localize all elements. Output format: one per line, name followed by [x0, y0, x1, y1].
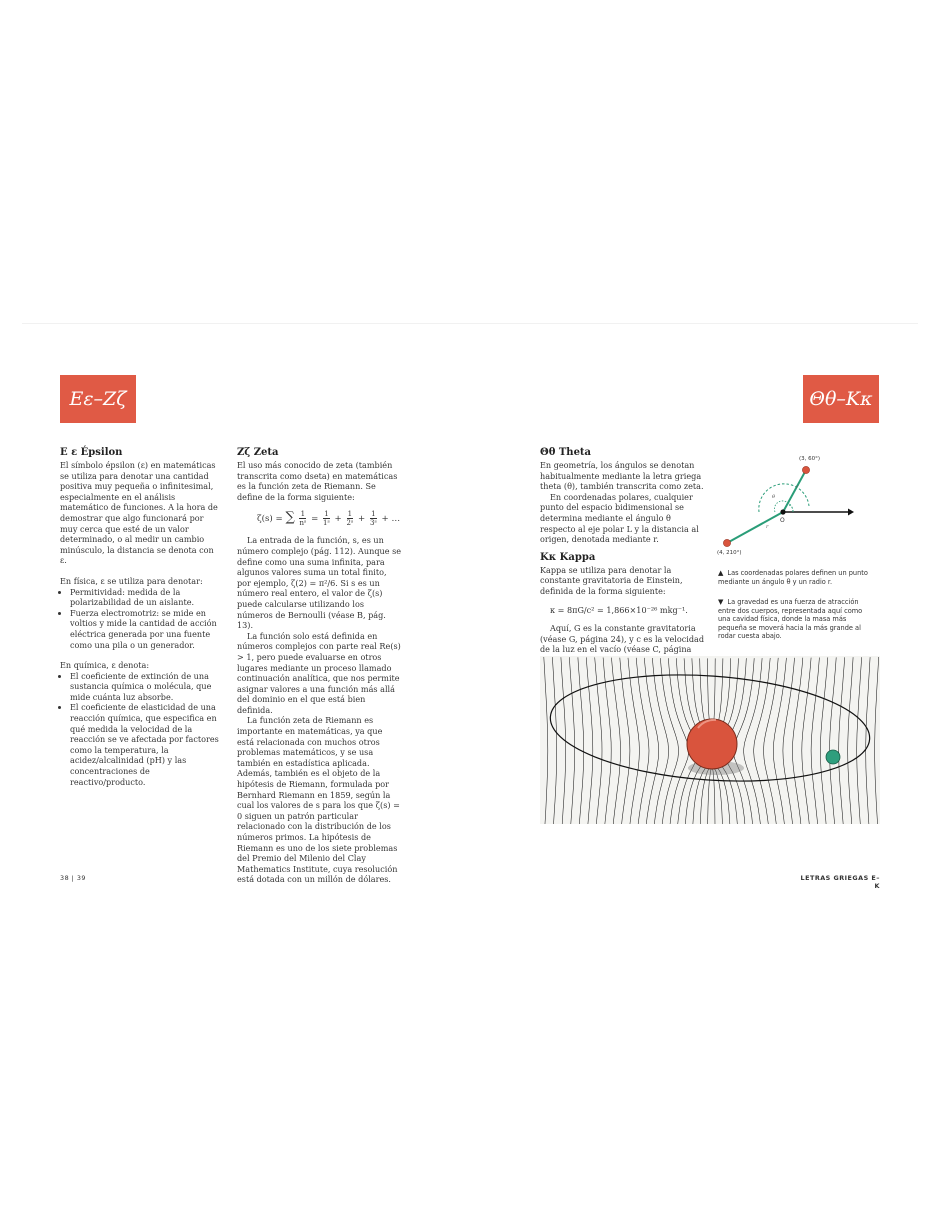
arrowhead-icon — [848, 509, 854, 516]
gravity-caption: ▼ La gravedad es una fuerza de atracción entre dos cuerpos, representada aquí como una cavidad física, donde la masa más pequeña se moverá hacia la más grande al rodar cuesta abajo. — [718, 598, 863, 641]
gravity-well-illustration — [540, 656, 880, 824]
origin-point — [780, 509, 785, 514]
section-tab-right: Θθ–Κκ — [803, 375, 879, 423]
section-tab-left: Εε–Ζζ — [60, 375, 136, 423]
point-1 — [802, 466, 809, 473]
theta-heading: Θθ Theta — [540, 447, 592, 458]
radius-line-2 — [727, 512, 783, 543]
origin-label: O — [780, 517, 785, 524]
theta-kappa-column — [540, 446, 706, 666]
triangle-up-icon: ▲ — [718, 569, 724, 577]
list-item: • Permitividad: medida de la polarizabilidad de un aislante. — [70, 587, 220, 608]
angle-arc-dashed — [759, 484, 809, 512]
page-top-rule — [22, 323, 918, 324]
zeta-paragraph-1: La entrada de la función, s, es un número complejo (pág. 112). Aunque se define como una suma infinita, para algunos valores suma un total finito, por ejemplo, ζ(2) = π²/6. Si s es un número real entero, el valor de ζ(s) puede calcularse utilizando los números de Bernoulli (véase B, pág. 13). — [237, 535, 402, 631]
angle-arc-small — [788, 503, 793, 512]
radius-line-1 — [783, 470, 806, 512]
epsilon-physics-list — [60, 587, 220, 651]
list-item: • El coeficiente de extinción de una sustancia química o molécula, que mide cuánta luz absorbe. — [70, 671, 220, 703]
kappa-paragraph-1: Kappa se utiliza para denotar la constante gravitatoria de Einstein, definida de la forma siguiente: — [540, 564, 683, 596]
list-item: • Fuerza electromotriz: se mide en voltios y mide la cantidad de acción eléctrica generada por una fuente como una pila o un generador. — [70, 608, 220, 650]
epsilon-physics-intro: En física, ε se utiliza para denotar: — [60, 575, 203, 586]
epsilon-column — [60, 446, 220, 787]
kappa-paragraph-2: Aquí, G es la constante gravitatoria (véase G, página 24), y c es la velocidad de la luz en el vacío (véase C, página — [540, 623, 705, 655]
r-label-2: r — [766, 524, 769, 530]
zeta-heading: Ζζ Zeta — [237, 447, 279, 458]
epsilon-chem-list — [60, 671, 220, 788]
epsilon-chem-intro: En química, ε denota: — [60, 660, 150, 671]
theta-paragraph-2: En coordenadas polares, cualquier punto del espacio bidimensional se determina mediante el ángulo θ respecto al eje polar L y la distancia al origen, denotada mediante r. — [540, 491, 699, 545]
list-item: • El coeficiente de elasticidad de una reacción química, que especifica en qué medida la velocidad de la reacción se ve afectada por factores como la temperatura, la acidez/alcalinidad (pH) y las concentraciones de reactivo/producto. — [70, 702, 220, 787]
polar-coordinates-diagram — [700, 448, 880, 560]
zeta-formula: ζ(s) = ∑ $\frac{1}{\text{nˢ}}$ = $\frac{1}{\text{1ˢ}}$ + $\frac{1}{\text{2ˢ}}$ + $\frac{1}{\text{3ˢ}}$ + … — [257, 510, 401, 528]
running-footer: LETRAS GRIEGAS E–K — [800, 874, 880, 890]
theta-label: θ — [772, 494, 776, 500]
triangle-down-icon: ▼ — [718, 598, 724, 606]
zeta-paragraph-3: La función zeta de Riemann es importante en matemáticas, ya que está relacionada con muchos otros problemas matemáticos, y se usa también en estadística aplicada. Además, también es el objeto de la hipótesis de Riemann, formulada por Bernhard Riemann en 1859, según la cual los valores de s para los que ζ(s) = 0 siguen un patrón particular relacionado con la distribución de los números primos. La hipótesis de Riemann es uno de los siete problemas del Premio del Milenio del Clay Mathematics Institute, cuya resolución está dotada con un millón de dólares. — [237, 715, 400, 885]
epsilon-heading: Ε ε Épsilon — [60, 447, 123, 458]
large-mass-sphere — [687, 719, 737, 769]
zeta-intro: El uso más conocido de zeta (también transcrita como dseta) en matemáticas es la función zeta de Riemann. Se define de la forma siguiente: — [237, 460, 398, 502]
zeta-paragraph-2: La función solo está definida en números complejos con parte real Re(s) > 1, pero puede evaluarse en otros lugares mediante un proceso llamado continuación analítica, que nos permite asignar valores a una función más allá del dominio en el que está bien definida. — [237, 630, 401, 715]
kappa-formula: κ = 8πG/c² = 1,866×10⁻²⁶ mkg⁻¹. — [550, 604, 688, 615]
small-mass-sphere — [826, 750, 840, 764]
polar-caption: ▲ Las coordenadas polares definen un punto mediante un ángulo θ y un radio r. — [718, 569, 868, 586]
point-1-label: (3, 60°) — [799, 456, 821, 462]
page-numbers: 38 | 39 — [60, 874, 86, 882]
r-label: r — [796, 484, 799, 490]
point-2 — [723, 539, 730, 546]
kappa-heading: Κκ Kappa — [540, 551, 596, 563]
epsilon-intro: El símbolo épsilon (ε) en matemáticas se utiliza para denotar una cantidad positiva muy pequeña o infinitesimal, especialmente en el análisis matemático de funciones. A la hora de demostrar que algo funcionará por muy cerca que esté de un valor determinado, o al medir un cambio minúsculo, la distancia se denota con ε. — [60, 460, 218, 566]
point-2-label: (4, 210°) — [717, 550, 742, 556]
theta-paragraph-1: En geometría, los ángulos se denotan habitualmente mediante la letra griega theta (θ), también transcrita como zeta. — [540, 460, 704, 492]
zeta-column — [237, 446, 401, 885]
